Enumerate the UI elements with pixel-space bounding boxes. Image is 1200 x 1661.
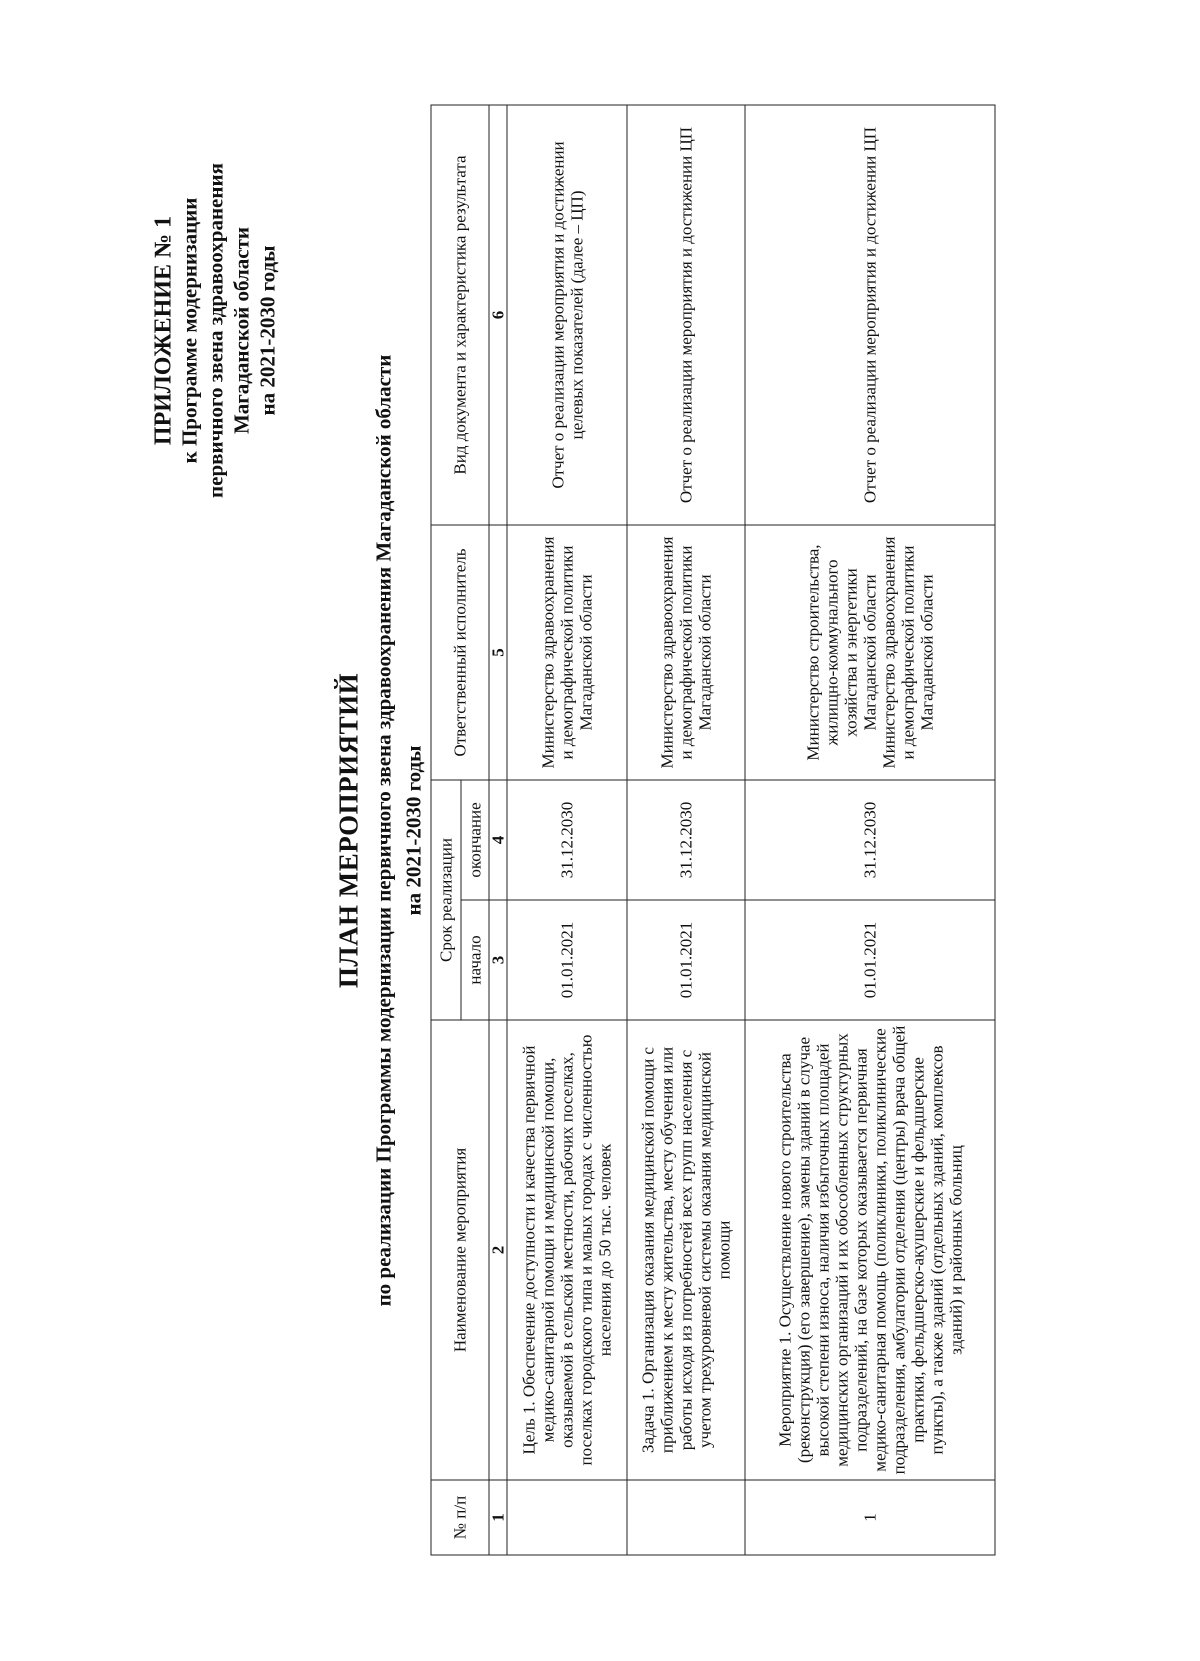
column-number: 4 [489, 780, 507, 900]
row-start: 01.01.2021 [507, 900, 627, 1020]
header-executor: Ответственный исполнитель [431, 525, 489, 780]
plan-heading [330, 151, 426, 1511]
row-start: 01.01.2021 [745, 900, 995, 1020]
header-end: окончание [461, 780, 489, 900]
annex-line-2: первичного звена здравоохранения [203, 163, 227, 498]
annex-line-4: на 2021-2030 годы [255, 245, 279, 416]
column-number: 1 [489, 1480, 507, 1555]
annex-line-3: Магаданской области [229, 226, 253, 435]
row-name: Задача 1. Организация оказания медицинской помощи с приближением к месту жительства, месту обучения или работы исходя из потребностей всех групп населения с учетом трехуровневой системы оказания медицинской помощи [627, 1020, 745, 1480]
column-number: 3 [489, 900, 507, 1020]
row-name: Цель 1. Обеспечение доступности и качества первичной медико-санитарной помощи и медицинской помощи, оказываемой в сельской местности, рабочих поселках, поселках городского типа и малых городах с численностью населения до 50 тыс. человек [507, 1020, 627, 1480]
row-num [507, 1480, 627, 1555]
header-document: Вид документа и характеристика результата [431, 105, 489, 525]
annex-block [150, 121, 280, 541]
header-name: Наименование мероприятия [431, 1020, 489, 1480]
header-num: № п/п [431, 1480, 489, 1555]
table-row [507, 105, 627, 1555]
row-executor: Министерство строительства, жилищно-коммунального хозяйства и энергетики Магаданской области Министерство здравоохранения и демографической политики Магаданской области [745, 525, 995, 780]
row-start: 01.01.2021 [627, 900, 745, 1020]
column-number: 2 [489, 1020, 507, 1480]
row-executor: Министерство здравоохранения и демографической политики Магаданской области [627, 525, 745, 780]
header-start: начало [461, 900, 489, 1020]
annex-line-1: к Программе модернизации [177, 197, 201, 464]
plan-table [430, 105, 995, 1556]
column-number: 5 [489, 525, 507, 780]
row-end: 31.12.2030 [745, 780, 995, 900]
row-name: Мероприятие 1. Осуществление нового строительства (реконструкция) (его завершение), замены зданий в случае высокой степени износа, наличия избыточных площадей медицинских организаций и их обособленных структурных подразделений, на базе которых оказывается первичная медико-санитарная помощь (поликлиники, поликлинические подразделения, амбулатории отделения (центры) врача общей практики, фельдшерско-акушерские и фельдшерские пункты), а также зданий (отдельных зданий, комплексов зданий) и районных больниц [745, 1020, 995, 1480]
row-num: 1 [745, 1480, 995, 1555]
row-executor: Министерство здравоохранения и демографической политики Магаданской области [507, 525, 627, 780]
column-number: 6 [489, 105, 507, 525]
row-document: Отчет о реализации мероприятия и достижении ЦП [627, 105, 745, 525]
row-end: 31.12.2030 [627, 780, 745, 900]
plan-title: ПЛАН МЕРОПРИЯТИЙ [333, 672, 363, 989]
row-document: Отчет о реализации мероприятия и достижении целевых показателей (далее – ЦП) [507, 105, 627, 525]
header-period: Срок реализации [431, 780, 461, 1020]
row-document: Отчет о реализации мероприятия и достижении ЦП [745, 105, 995, 525]
plan-subtitle-1: по реализации Программы модернизации первичного звена здравоохранения Магаданской области [371, 354, 395, 1307]
row-num [627, 1480, 745, 1555]
table-row [627, 105, 745, 1555]
table-row [745, 105, 995, 1555]
plan-subtitle-2: на 2021-2030 годы [401, 745, 425, 916]
row-end: 31.12.2030 [507, 780, 627, 900]
annex-title: ПРИЛОЖЕНИЕ № 1 [150, 215, 176, 446]
